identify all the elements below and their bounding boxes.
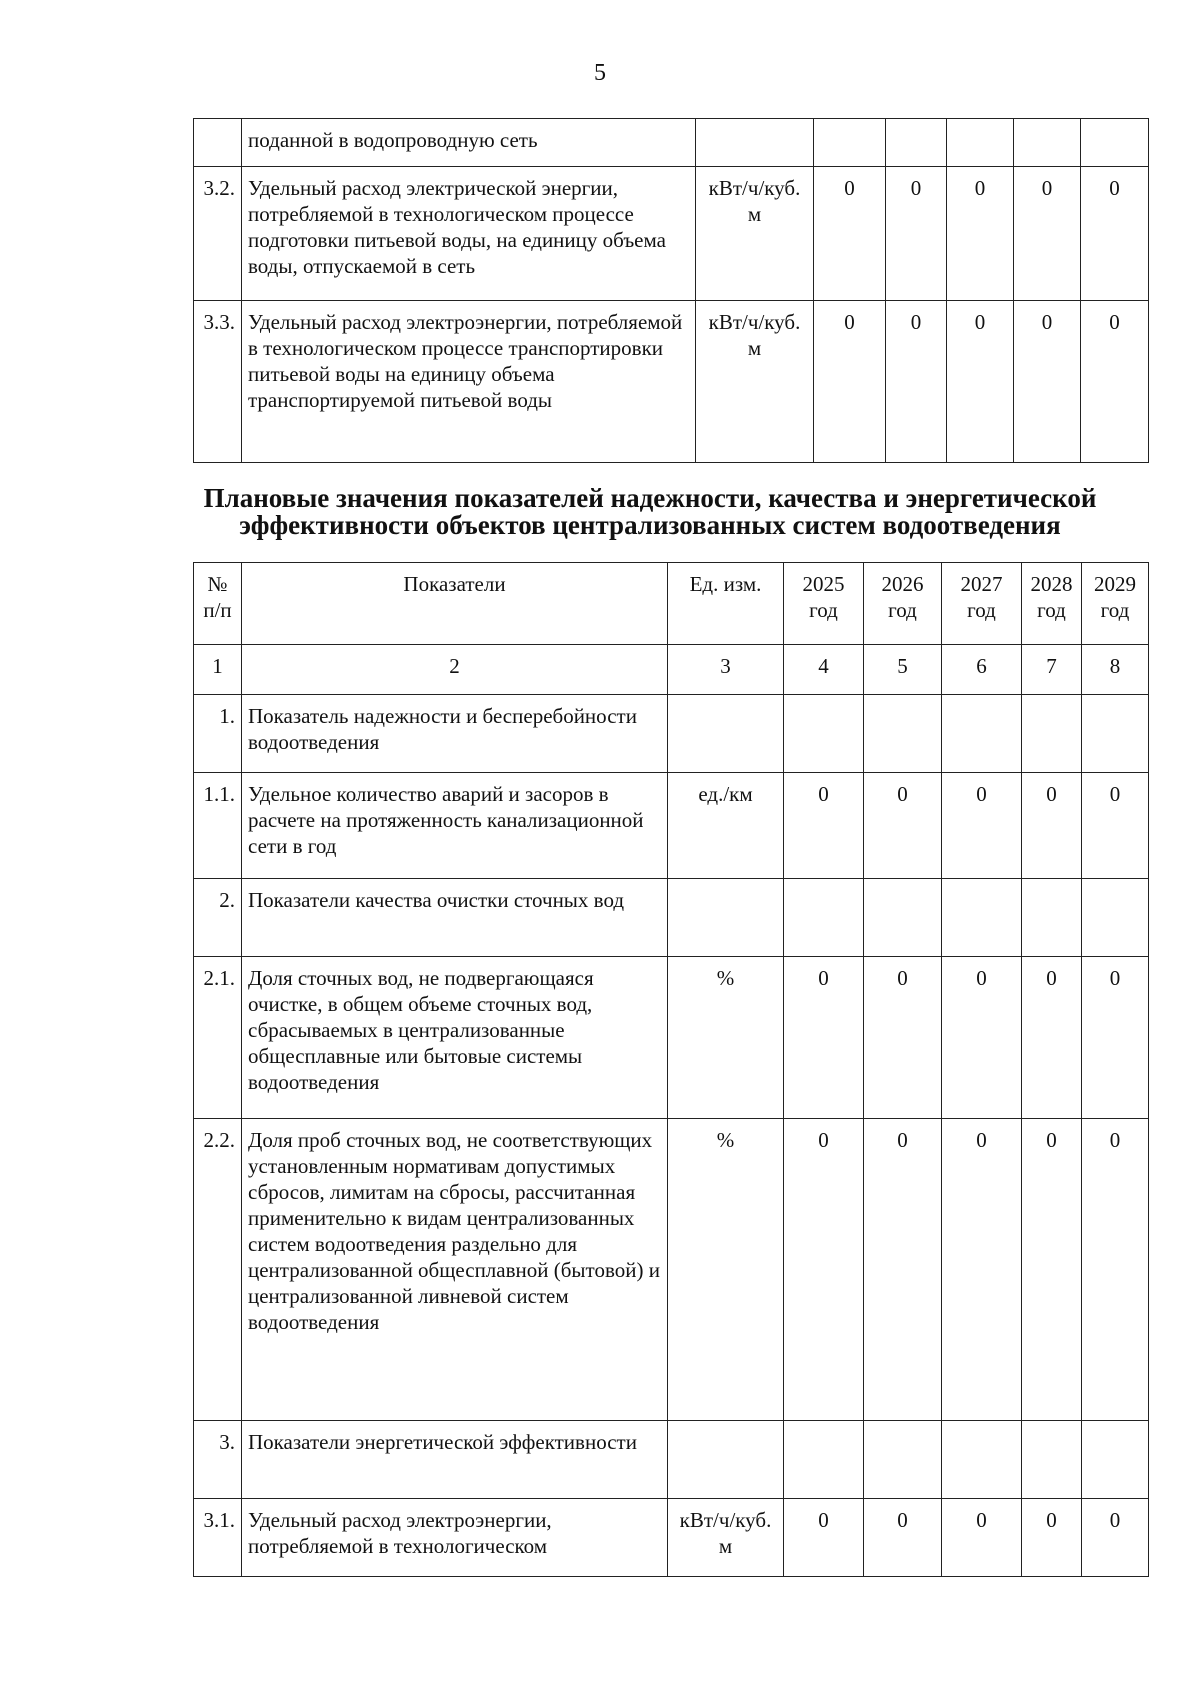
indicator-name: Показатели энергетической эффективности	[242, 1421, 668, 1499]
header-year-2026: 2026 год	[864, 563, 942, 645]
value-2026	[886, 119, 947, 167]
table-header-row	[194, 563, 1149, 645]
value-2028: 0	[1022, 957, 1082, 1119]
indicator-name: Показатель надежности и бесперебойности водоотведения	[242, 695, 668, 773]
indicator-name: Доля проб сточных вод, не соответствующих установленным нормативам допустимых сбросов, лимитам на сбросы, рассчитанная применительно к видам централизованных систем водоотведения раздельно для централизованной общесплавной (бытовой) и централизованной ливневой систем водоотведения	[242, 1119, 668, 1421]
value-2026: 0	[886, 167, 947, 301]
table-row	[194, 879, 1149, 957]
value-2028: 0	[1014, 301, 1081, 463]
table-row	[194, 1119, 1149, 1421]
page-number: 5	[594, 60, 606, 86]
header-year-2029: 2029 год	[1082, 563, 1149, 645]
value-2029	[1082, 879, 1149, 957]
header-year-2027: 2027 год	[942, 563, 1022, 645]
table-row	[194, 119, 1149, 167]
column-index: 2	[242, 645, 668, 695]
unit-cell: %	[668, 1119, 784, 1421]
row-number: 1.1.	[194, 773, 242, 879]
row-number: 1.	[194, 695, 242, 773]
indicator-name: Удельный расход электроэнергии, потребляемой в технологическом процессе транспортировки питьевой воды на единицу объема транспортируемой питьевой воды	[242, 301, 696, 463]
indicator-name: Удельный расход электроэнергии, потребляемой в технологическом	[242, 1499, 668, 1577]
value-2025	[784, 695, 864, 773]
value-2029: 0	[1082, 773, 1149, 879]
table-row	[194, 695, 1149, 773]
value-2029: 0	[1082, 1119, 1149, 1421]
value-2026: 0	[864, 1119, 942, 1421]
value-2027	[947, 119, 1014, 167]
unit-cell: кВт/ч/куб. м	[668, 1499, 784, 1577]
value-2029: 0	[1081, 301, 1149, 463]
row-number: 3.	[194, 1421, 242, 1499]
indicator-name: Удельный расход электрической энергии, потребляемой в технологическом процессе подготовки питьевой воды, на единицу объема воды, отпускаемой в сеть	[242, 167, 696, 301]
row-number	[194, 119, 242, 167]
section-title-line-1: Плановые значения показателей надежности, качества и энергетической	[203, 483, 1097, 513]
table-row	[194, 773, 1149, 879]
column-index-row	[194, 645, 1149, 695]
value-2026	[864, 879, 942, 957]
value-2026: 0	[864, 957, 942, 1119]
value-2025: 0	[814, 301, 886, 463]
column-index: 5	[864, 645, 942, 695]
indicator-name: поданной в водопроводную сеть	[242, 119, 696, 167]
table-row	[194, 1499, 1149, 1577]
value-2026	[864, 695, 942, 773]
row-number: 2.1.	[194, 957, 242, 1119]
unit-cell	[668, 879, 784, 957]
indicator-name: Удельное количество аварий и засоров в расчете на протяженность канализационной сети в год	[242, 773, 668, 879]
value-2029: 0	[1081, 167, 1149, 301]
wastewater-indicators-table	[193, 562, 1149, 1577]
value-2029: 0	[1082, 957, 1149, 1119]
table-row	[194, 301, 1149, 463]
unit-cell: кВт/ч/куб. м	[696, 167, 814, 301]
value-2028	[1014, 119, 1081, 167]
column-index: 8	[1082, 645, 1149, 695]
value-2026: 0	[864, 1499, 942, 1577]
unit-cell	[668, 695, 784, 773]
value-2025	[784, 879, 864, 957]
value-2025: 0	[784, 957, 864, 1119]
row-number: 3.3.	[194, 301, 242, 463]
value-2027	[942, 695, 1022, 773]
value-2026: 0	[886, 301, 947, 463]
value-2025	[784, 1421, 864, 1499]
row-number: 2.	[194, 879, 242, 957]
value-2025: 0	[814, 167, 886, 301]
unit-cell	[668, 1421, 784, 1499]
header-year-2025: 2025 год	[784, 563, 864, 645]
column-index: 4	[784, 645, 864, 695]
value-2028	[1022, 695, 1082, 773]
value-2029	[1081, 119, 1149, 167]
column-index: 6	[942, 645, 1022, 695]
header-year-2028: 2028 год	[1022, 563, 1082, 645]
value-2029	[1082, 1421, 1149, 1499]
value-2027: 0	[942, 1119, 1022, 1421]
header-unit: Ед. изм.	[668, 563, 784, 645]
value-2025: 0	[784, 773, 864, 879]
indicator-name: Показатели качества очистки сточных вод	[242, 879, 668, 957]
row-number: 2.2.	[194, 1119, 242, 1421]
value-2028: 0	[1022, 1119, 1082, 1421]
unit-cell	[696, 119, 814, 167]
value-2027: 0	[942, 773, 1022, 879]
unit-cell: кВт/ч/куб. м	[696, 301, 814, 463]
value-2027: 0	[947, 167, 1014, 301]
column-index: 7	[1022, 645, 1082, 695]
section-title-line-2: эффективности объектов централизованных систем водоотведения	[239, 510, 1061, 540]
row-number: 3.1.	[194, 1499, 242, 1577]
unit-cell: ед./км	[668, 773, 784, 879]
value-2027	[942, 879, 1022, 957]
header-number: № п/п	[194, 563, 242, 645]
table-row	[194, 167, 1149, 301]
value-2026	[864, 1421, 942, 1499]
header-indicator: Показатели	[242, 563, 668, 645]
value-2027: 0	[942, 1499, 1022, 1577]
value-2026: 0	[864, 773, 942, 879]
water-supply-indicators-table-continued	[193, 118, 1149, 463]
value-2027: 0	[947, 301, 1014, 463]
value-2028: 0	[1014, 167, 1081, 301]
column-index: 3	[668, 645, 784, 695]
table-row	[194, 1421, 1149, 1499]
value-2025	[814, 119, 886, 167]
value-2029: 0	[1082, 1499, 1149, 1577]
unit-cell: %	[668, 957, 784, 1119]
value-2028: 0	[1022, 1499, 1082, 1577]
indicator-name: Доля сточных вод, не подвергающаяся очистке, в общем объеме сточных вод, сбрасываемых в централизованные общесплавные или бытовые системы водоотведения	[242, 957, 668, 1119]
value-2028	[1022, 879, 1082, 957]
value-2025: 0	[784, 1119, 864, 1421]
value-2029	[1082, 695, 1149, 773]
table-row	[194, 957, 1149, 1119]
value-2025: 0	[784, 1499, 864, 1577]
column-index: 1	[194, 645, 242, 695]
value-2027	[942, 1421, 1022, 1499]
value-2028	[1022, 1421, 1082, 1499]
section-title	[150, 485, 1150, 539]
value-2027: 0	[942, 957, 1022, 1119]
row-number: 3.2.	[194, 167, 242, 301]
value-2028: 0	[1022, 773, 1082, 879]
